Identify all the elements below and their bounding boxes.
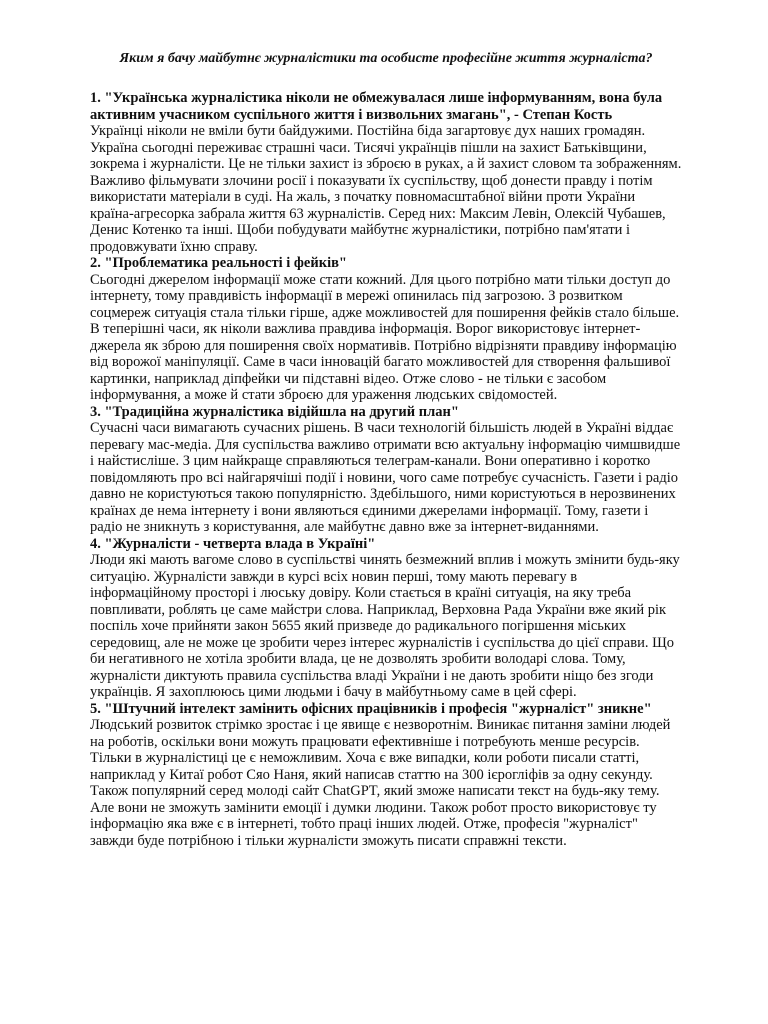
section-body: Люди які мають вагоме слово в суспільстві чинять безмежний вплив і можуть змінити будь-яку ситуацію. Журналісти завжди в курсі всіх новин перші, тому мають перевагу в інформаційному просторі і люську довіру. Коли стається в країні ситуація, на яку треба повпливати, роблять це саме майстри слова. Наприклад, Верховна Рада України вже який рік поспіль хоче прийняти закон 5655 який призведе до радикального погіршення міських середовищ, але не може це зробити через інтерес журналістів і суспільства до цієї справи. Що би негативного не хотіла зробити влада, це не дозволять зробити володарі слова. Тому, журналісти диктують правила суспільства владі України і не дають зробити ніщо без згоди українців. Я захоплююсь цими людьми і бачу в майбутньому саме в цей сфері. bbox=[90, 552, 680, 700]
section-body: Сьогодні джерелом інформації може стати кожний. Для цього потрібно мати тільки доступ до інтернету, тому правдивість інформації в мережі опинилась під загрозою. З розвитком соцмереж ситуація стала тільки гірше, адже можливостей для поширення фейків стало більше. В теперішні часи, як ніколи важлива правдива інформація. Ворог використовує інтернет-джерела як зброю для поширення своїх нормативів. Потрібно відрізняти правдиву інформацію від ворожої маніпуляції. Саме в часи інновацій багато можливостей для створення фальшивої картинки, наприклад діпфейки чи підставні відео. Отже слово - не тільки є засобом інформування, а може й стати зброєю для ураження людських свідомостей. bbox=[90, 271, 680, 403]
document-title: Яким я бачу майбутнє журналістики та особисте професійне життя журналіста? bbox=[119, 51, 653, 66]
section-heading: 2. "Проблематика реальності і фейків" bbox=[90, 255, 347, 271]
section-4 bbox=[90, 536, 682, 701]
section-2 bbox=[90, 255, 682, 404]
section-heading: 3. "Традиційна журналістика відійшла на другий план" bbox=[90, 403, 459, 420]
section-1 bbox=[90, 90, 682, 255]
section-5 bbox=[90, 701, 682, 850]
section-body: Людський розвиток стрімко зростає і це явище є незворотнім. Виникає питання заміни людей на роботів, оскільки вони можуть працювати ефективніше і потребують менше ресурсів. Тільки в журналістиці це є неможливим. Хоча є вже випадки, коли роботи писали статті, наприклад у Китаї робот Сяо Наня, який написав статтю на 300 ієрогліфів за одну секунду. Також популярний серед молоді сайт ChatGPT, який зможе написати текст на будь-яку тему. Але вони не зможуть замінити емоції і думки людини. Також робот просто використовує ту інформацію яка вже є в інтернеті, тобто праці інших людей. Отже, професія "журналіст" завжди буде потрібною і тільки журналісти зможуть писати справжні тексти. bbox=[90, 717, 671, 849]
section-3 bbox=[90, 404, 682, 536]
section-body: Українці ніколи не вміли бути байдужими. Постійна біда загартовує дух наших громадян. Україна сьогодні переживає страшні часи. Тисячі українців пішли на захист Батьківщини, зокрема і журналісти. Це не тільки захист із зброєю в руках, а й захист словом та зображенням. Важливо фільмувати злочини росії і показувати їх суспільству, щоб донести правду і потім використати матеріали в суді. На жаль, з початку повномасштабної війни проти України країна-агресорка забрала життя 63 журналістів. Серед них: Максим Левін, Олексій Чубашев, Денис Котенко та інші. Щоби побудувати майбутнє журналістики, потрібно пам'ятати і продовжувати їхню справу. bbox=[90, 123, 682, 255]
section-heading: 4. "Журналісти - четверта влада в Україні" bbox=[90, 535, 376, 552]
section-heading: 1. "Українська журналістика ніколи не обмежувалася лише інформуванням, вона була активним учасником суспільного життя і визвольних змагань", - Степан Кость bbox=[90, 90, 663, 123]
section-body: Сучасні часи вимагають сучасних рішень. В часи технологій більшість людей в Україні віддає перевагу мас-медіа. Для суспільства важливо отримати всю актуальну інформацію чимшвидше і найстисліше. З цим найкраще справляються телеграм-канали. Вони оперативно і коротко повідомляють про всі найгарячіші події і новини, чого саме потребує сучасність. Газети і радіо давно не користуються такою популярністю. Здебільшого, ними користуються в нерозвинених країнах де нема інтернету і вони являються єдиними джерелами інформації. Тому, газети і радіо не зникнуть з користування, але майбутнє давно вже за інтернет-виданнями. bbox=[90, 420, 681, 535]
section-heading: 5. "Штучний інтелект замінить офісних працівників і професія "журналіст" зникне" bbox=[90, 700, 652, 717]
